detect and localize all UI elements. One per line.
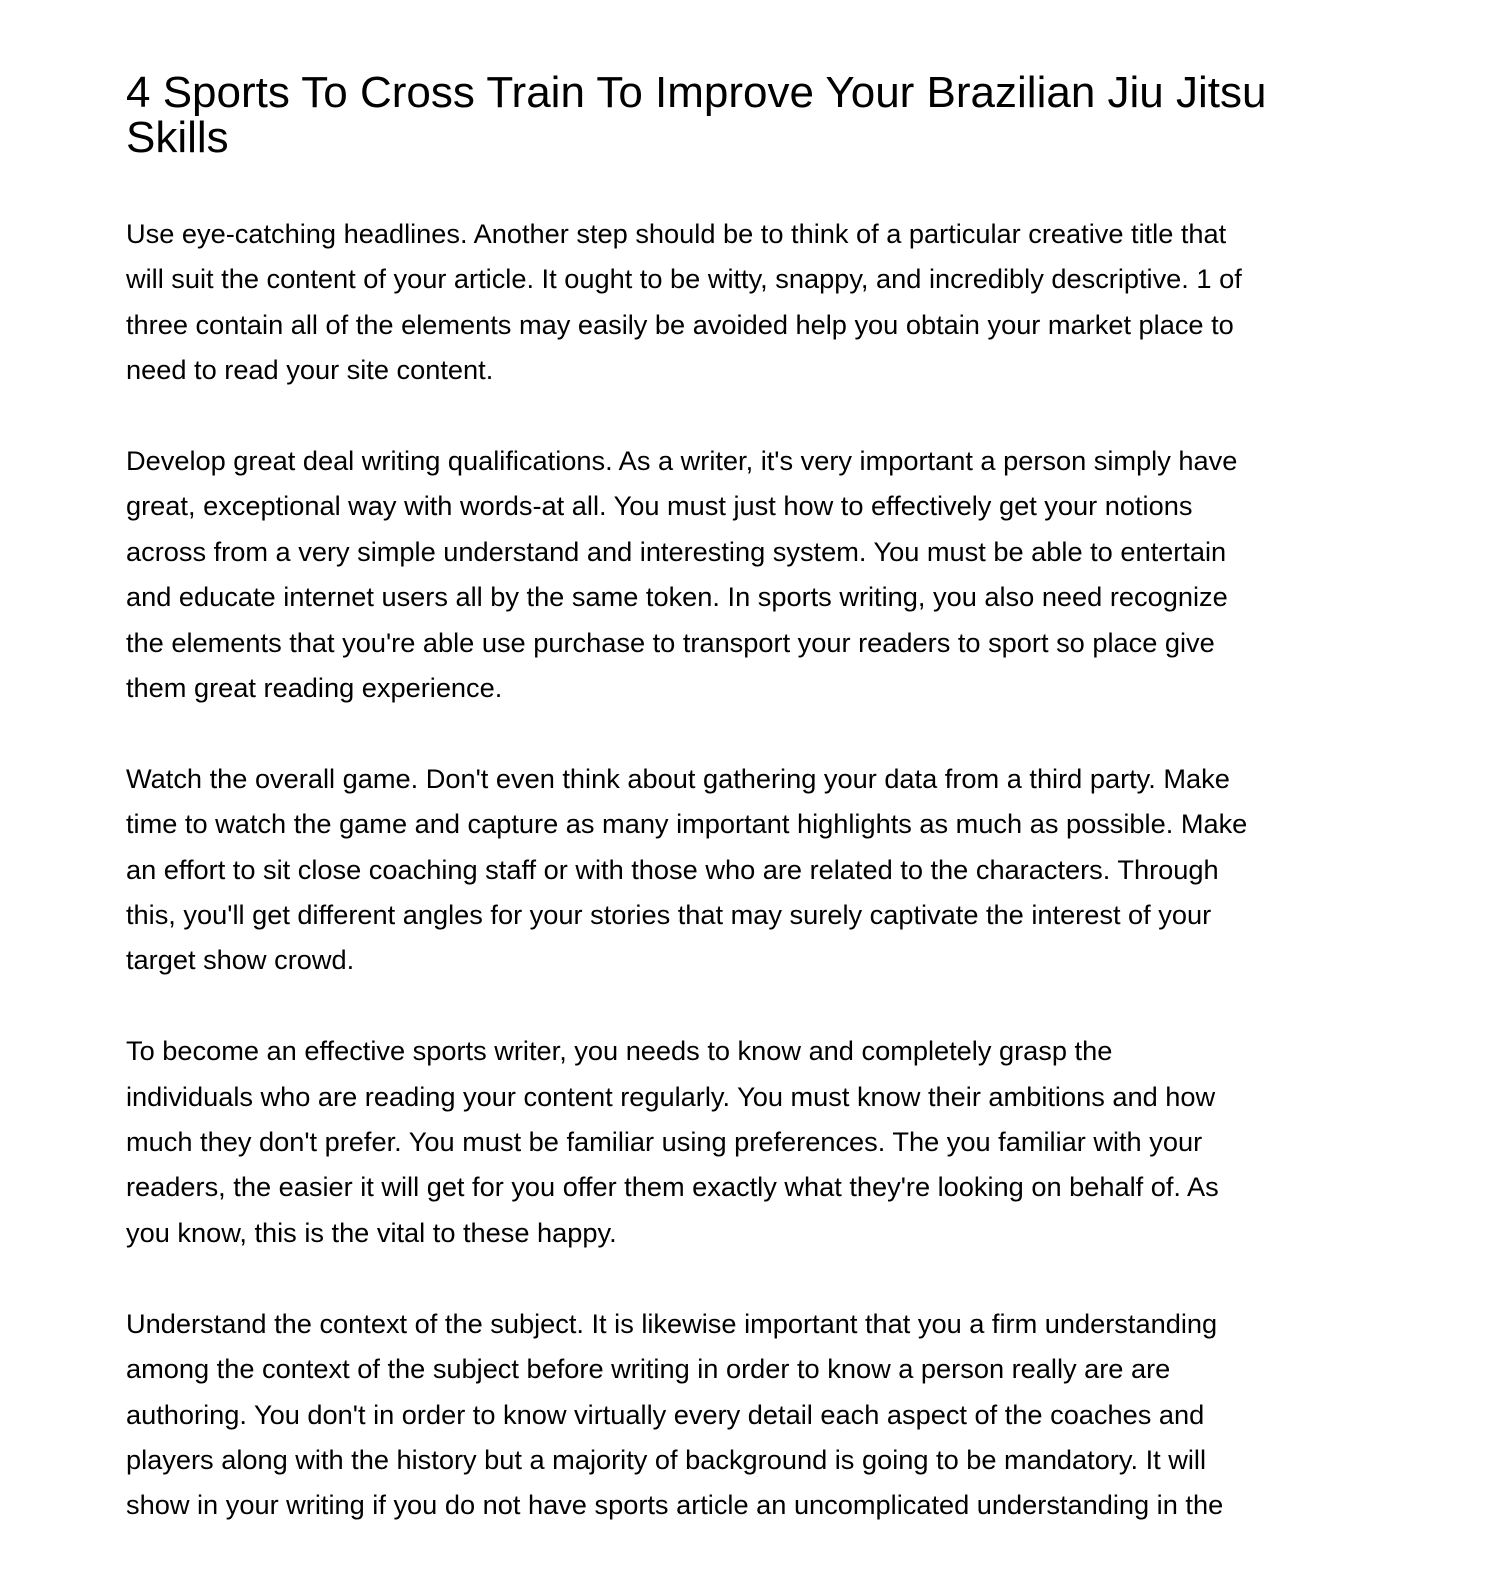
text-line: readers, the easier it will get for you offer them exactly what they're looking on behalf of. As — [126, 1171, 1219, 1203]
text-line: three contain all of the elements may easily be avoided help you obtain your market place to — [126, 308, 1234, 340]
text-line: Watch the overall game. Don't even think about gathering your data from a third party. Make — [126, 762, 1230, 794]
text-line: Develop great deal writing qualifications. As a writer, it's very important a person simply have — [126, 445, 1238, 477]
text-line: this, you'll get different angles for your stories that may surely captivate the interest of your — [126, 899, 1212, 931]
text-line: show in your writing if you do not have sports article an uncomplicated understanding in the — [126, 1489, 1224, 1521]
text-line: individuals who are reading your content regularly. You must know their ambitions and how — [126, 1080, 1216, 1112]
text-line: target show crowd. — [126, 944, 355, 976]
paragraph-context — [126, 1301, 1386, 1528]
text-line: among the context of the subject before writing in order to know a person really are are — [126, 1353, 1171, 1385]
text-line: an effort to sit close coaching staff or with those who are related to the characters. Through — [126, 853, 1219, 885]
text-line: across from a very simple understand and interesting system. You must be able to entertain — [126, 535, 1227, 567]
text-line: time to watch the game and capture as many important highlights as much as possible. Make — [126, 808, 1248, 840]
text-line: authoring. You don't in order to know virtually every detail each aspect of the coaches and — [126, 1398, 1205, 1430]
paragraph-headlines — [126, 211, 1386, 393]
text-line: will suit the content of your article. It ought to be witty, snappy, and incredibly descriptive. 1 of — [126, 263, 1242, 295]
paragraph-watch-game — [126, 756, 1386, 983]
title-line: 4 Sports To Cross Train To Improve Your Brazilian Jiu Jitsu — [126, 68, 1267, 117]
text-line: and educate internet users all by the same token. In sports writing, you also need recognize — [126, 581, 1228, 613]
text-line: Use eye-catching headlines. Another step should be to think of a particular creative title that — [126, 218, 1227, 249]
paragraph-writing-qualifications — [126, 438, 1386, 710]
text-line: them great reading experience. — [126, 672, 503, 704]
text-line: great, exceptional way with words-at all. You must just how to effectively get your notions — [126, 490, 1193, 522]
text-line: To become an effective sports writer, you needs to know and completely grasp the — [126, 1035, 1113, 1067]
document-body — [126, 211, 1386, 1573]
text-line: Understand the context of the subject. It is likewise important that you a firm understanding — [126, 1307, 1218, 1339]
document-title — [126, 70, 1386, 160]
text-line: you know, this is the vital to these happy. — [126, 1216, 617, 1248]
text-line: the elements that you're able use purchase to transport your readers to sport so place give — [126, 626, 1215, 658]
title-line: Skills — [126, 113, 229, 162]
text-line: much they don't prefer. You must be familiar using preferences. The you familiar with your — [126, 1126, 1203, 1158]
text-line: need to read your site content. — [126, 354, 494, 386]
text-line: players along with the history but a majority of background is going to be mandatory. It will — [126, 1443, 1206, 1475]
paragraph-know-readers — [126, 1028, 1386, 1255]
